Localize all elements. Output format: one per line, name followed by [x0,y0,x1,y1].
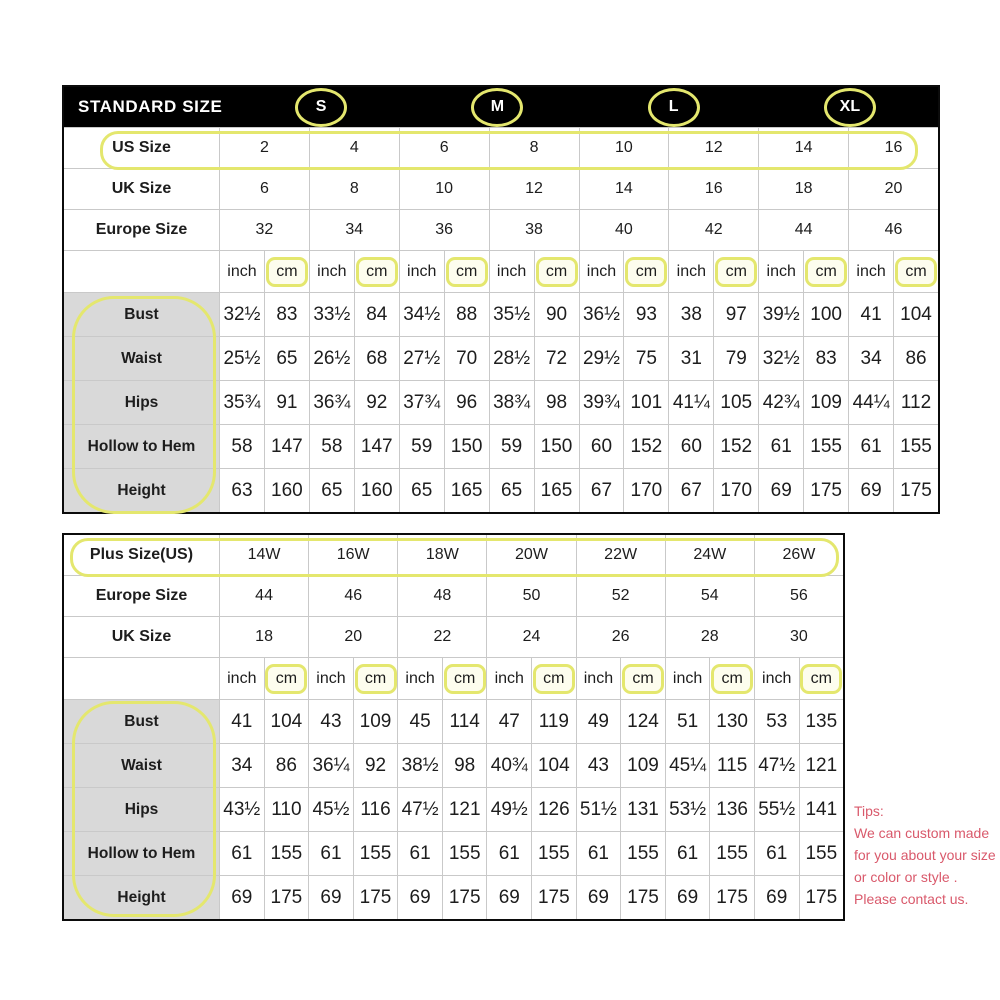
measure-value-cell: 59 [399,425,444,468]
size-value-cell: 10 [579,128,669,168]
size-group-cell [762,87,938,127]
tips-title: Tips: [854,803,884,819]
cm-highlight: cm [536,257,578,287]
measure-value-cell: 96 [444,381,489,424]
tips-line: for you about your size [854,847,996,863]
measure-value-cell: 79 [713,337,758,380]
size-value-cell: 20 [848,169,938,209]
unit-cm-cell [713,251,758,292]
cm-highlight: cm [446,257,488,287]
row-label: Europe Size [95,221,188,238]
measure-value-cell: 86 [893,337,938,380]
measure-value-cell: 131 [620,788,665,831]
row-label: UK Size [111,628,172,645]
unit-cm-cell [264,251,309,292]
measure-value-cell: 155 [353,832,398,875]
tips-note [854,800,996,910]
size-value-cell: 12 [489,169,579,209]
measure-row [64,831,843,875]
size-value-cell: 4 [309,128,399,168]
measure-value-cell: 61 [754,832,799,875]
measure-value-cell: 60 [668,425,713,468]
measure-value-cell: 175 [893,469,938,512]
size-group-highlight: S [295,88,347,127]
cm-highlight: cm [356,257,398,287]
measure-value-cell: 160 [354,469,399,512]
measure-value-cell: 175 [531,876,576,919]
cm-highlight: cm [265,664,307,694]
size-row [64,535,843,575]
measure-value-cell: 91 [264,381,309,424]
measure-value-cell: 41 [219,700,264,743]
size-value-cell: 18 [758,169,848,209]
size-value-cell: 18 [219,617,308,657]
measure-value-cell: 141 [799,788,844,831]
size-value-cell: 14W [219,535,308,575]
measure-value-cell: 155 [264,832,309,875]
measure-value-cell: 32½ [758,337,803,380]
measure-value-cell: 61 [486,832,531,875]
measure-value-cell: 34 [219,744,264,787]
unit-inch-cell: inch [399,251,444,292]
size-value-cell: 2 [219,128,309,168]
measure-value-cell: 155 [709,832,754,875]
size-value-cell: 8 [489,128,579,168]
unit-inch-cell: inch [576,658,621,699]
measure-value-cell: 175 [353,876,398,919]
measure-value-cell: 61 [219,832,264,875]
measure-label: Bust [64,700,219,743]
measure-value-cell: 61 [576,832,621,875]
measure-value-cell: 136 [709,788,754,831]
measure-value-cell: 25½ [219,337,264,380]
measure-value-cell: 104 [531,744,576,787]
cm-highlight: cm [711,664,753,694]
measure-value-cell: 29½ [579,337,624,380]
measure-value-cell: 104 [893,293,938,336]
measure-value-cell: 130 [709,700,754,743]
cm-highlight: cm [622,664,664,694]
measure-value-cell: 160 [264,469,309,512]
measure-row [64,380,938,424]
measure-value-cell: 47 [486,700,531,743]
size-value-cell: 50 [486,576,575,616]
measure-value-cell: 155 [620,832,665,875]
size-value-cell: 12 [668,128,758,168]
measure-value-cell: 114 [442,700,487,743]
unit-inch-cell: inch [754,658,799,699]
size-value-cell: 56 [754,576,843,616]
size-row [64,168,938,209]
size-value-cell: 16 [668,169,758,209]
measure-value-cell: 110 [264,788,309,831]
measure-value-cell: 69 [308,876,353,919]
measure-value-cell: 115 [709,744,754,787]
measure-label: Hollow to Hem [64,425,219,468]
size-value-cell: 36 [399,210,489,250]
unit-cm-cell [353,658,398,699]
unit-inch-cell: inch [309,251,354,292]
measure-row [64,336,938,380]
size-group-highlight: M [471,88,523,127]
measure-value-cell: 152 [623,425,668,468]
measure-value-cell: 36½ [579,293,624,336]
measure-value-cell: 69 [219,876,264,919]
measure-value-cell: 61 [665,832,710,875]
measure-label: Bust [64,293,219,336]
measure-value-cell: 155 [531,832,576,875]
measure-row [64,292,938,336]
unit-inch-cell: inch [219,658,264,699]
measure-value-cell: 175 [264,876,309,919]
measure-row [64,424,938,468]
standard-size-title: STANDARD SIZE [78,97,223,116]
cm-highlight: cm [266,257,308,287]
measure-value-cell: 83 [264,293,309,336]
measure-value-cell: 116 [353,788,398,831]
size-value-cell: 14 [758,128,848,168]
measure-value-cell: 121 [442,788,487,831]
row-label [64,251,219,292]
size-value-cell: 32 [219,210,309,250]
measure-value-cell: 42¾ [758,381,803,424]
measure-label: Height [64,876,219,919]
measure-label: Hips [64,788,219,831]
measure-value-cell: 75 [623,337,668,380]
unit-inch-cell: inch [579,251,624,292]
measure-value-cell: 155 [893,425,938,468]
measure-value-cell: 104 [264,700,309,743]
measure-value-cell: 63 [219,469,264,512]
measure-value-cell: 97 [713,293,758,336]
measure-value-cell: 61 [848,425,893,468]
measure-row [64,787,843,831]
size-value-cell: 24W [665,535,754,575]
size-group-cell [586,87,762,127]
measure-value-cell: 55½ [754,788,799,831]
measure-value-cell: 70 [444,337,489,380]
tips-line: or color or style . [854,869,958,885]
measure-value-cell: 41 [848,293,893,336]
unit-inch-cell: inch [308,658,353,699]
measure-row [64,699,843,743]
cm-highlight: cm [355,664,397,694]
size-row [64,616,843,657]
measure-value-cell: 28½ [489,337,534,380]
cm-highlight: cm [805,257,847,287]
measure-value-cell: 175 [799,876,844,919]
measure-label: Waist [64,744,219,787]
measure-value-cell: 58 [309,425,354,468]
unit-cm-cell [354,251,399,292]
size-value-cell: 40 [579,210,669,250]
plus-size-rows [64,535,843,919]
measure-value-cell: 59 [489,425,534,468]
unit-row [64,657,843,699]
measure-value-cell: 155 [442,832,487,875]
measure-value-cell: 33½ [309,293,354,336]
measure-value-cell: 69 [665,876,710,919]
size-value-cell: 38 [489,210,579,250]
measure-value-cell: 68 [354,337,399,380]
measure-value-cell: 40¾ [486,744,531,787]
measure-value-cell: 49 [576,700,621,743]
size-value-cell: 52 [576,576,665,616]
measure-value-cell: 109 [803,381,848,424]
measure-value-cell: 170 [713,469,758,512]
measure-value-cell: 38¾ [489,381,534,424]
unit-cm-cell [620,658,665,699]
size-row [64,127,938,168]
measure-value-cell: 34 [848,337,893,380]
measure-value-cell: 31 [668,337,713,380]
measure-value-cell: 38 [668,293,713,336]
unit-inch-cell: inch [668,251,713,292]
unit-cm-cell [264,658,309,699]
unit-inch-cell: inch [486,658,531,699]
measure-value-cell: 60 [579,425,624,468]
measure-value-cell: 93 [623,293,668,336]
row-label: Europe Size [95,587,188,604]
measure-value-cell: 83 [803,337,848,380]
measure-value-cell: 126 [531,788,576,831]
measure-value-cell: 51½ [576,788,621,831]
unit-inch-cell: inch [665,658,710,699]
cm-highlight: cm [444,664,486,694]
size-value-cell: 8 [309,169,399,209]
measure-value-cell: 36¾ [309,381,354,424]
measure-value-cell: 69 [848,469,893,512]
size-value-cell: 6 [399,128,489,168]
measure-value-cell: 165 [444,469,489,512]
measure-value-cell: 65 [309,469,354,512]
unit-inch-cell: inch [219,251,264,292]
measure-value-cell: 47½ [397,788,442,831]
size-value-cell: 10 [399,169,489,209]
measure-value-cell: 43 [308,700,353,743]
measure-value-cell: 98 [534,381,579,424]
measure-value-cell: 175 [620,876,665,919]
measure-value-cell: 41¼ [668,381,713,424]
unit-cm-cell [623,251,668,292]
measure-value-cell: 119 [531,700,576,743]
cm-highlight: cm [895,257,937,287]
size-row [64,209,938,250]
measure-value-cell: 69 [576,876,621,919]
measure-value-cell: 47½ [754,744,799,787]
measure-value-cell: 92 [353,744,398,787]
measure-value-cell: 58 [219,425,264,468]
measure-value-cell: 35½ [489,293,534,336]
measure-value-cell: 61 [397,832,442,875]
measure-value-cell: 53½ [665,788,710,831]
measure-value-cell: 112 [893,381,938,424]
size-value-cell: 54 [665,576,754,616]
measure-value-cell: 155 [799,832,844,875]
measure-value-cell: 67 [668,469,713,512]
unit-inch-cell: inch [758,251,803,292]
size-value-cell: 42 [668,210,758,250]
size-value-cell: 34 [309,210,399,250]
measure-value-cell: 27½ [399,337,444,380]
measure-value-cell: 84 [354,293,399,336]
measure-value-cell: 45 [397,700,442,743]
size-value-cell: 30 [754,617,843,657]
cm-highlight: cm [715,257,757,287]
measure-value-cell: 72 [534,337,579,380]
standard-size-rows [64,87,938,512]
measure-row [64,875,843,919]
measure-value-cell: 135 [799,700,844,743]
measure-value-cell: 88 [444,293,489,336]
tips-line: We can custom made [854,825,990,841]
measure-value-cell: 45¼ [665,744,710,787]
size-value-cell: 26 [576,617,665,657]
measure-value-cell: 101 [623,381,668,424]
size-group-highlight: L [648,88,700,127]
measure-value-cell: 155 [803,425,848,468]
measure-value-cell: 43½ [219,788,264,831]
measure-value-cell: 26½ [309,337,354,380]
unit-cm-cell [442,658,487,699]
measure-value-cell: 150 [444,425,489,468]
unit-cm-cell [799,658,844,699]
size-value-cell: 14 [579,169,669,209]
measure-value-cell: 36¼ [308,744,353,787]
size-group-cell [233,87,409,127]
measure-value-cell: 152 [713,425,758,468]
size-value-cell: 20 [308,617,397,657]
measure-value-cell: 69 [758,469,803,512]
size-value-cell: 22W [576,535,665,575]
size-value-cell: 16 [848,128,938,168]
size-value-cell: 6 [219,169,309,209]
measure-label: Hips [64,381,219,424]
measure-value-cell: 121 [799,744,844,787]
measure-value-cell: 175 [442,876,487,919]
cm-highlight: cm [800,664,842,694]
measure-value-cell: 150 [534,425,579,468]
measure-value-cell: 45½ [308,788,353,831]
size-value-cell: 44 [219,576,308,616]
cm-highlight: cm [533,664,575,694]
measure-value-cell: 69 [754,876,799,919]
measure-value-cell: 61 [308,832,353,875]
measure-value-cell: 175 [709,876,754,919]
measure-value-cell: 147 [264,425,309,468]
measure-value-cell: 34½ [399,293,444,336]
unit-row [64,250,938,292]
measure-value-cell: 69 [397,876,442,919]
measure-value-cell: 53 [754,700,799,743]
unit-cm-cell [534,251,579,292]
row-label [64,658,219,699]
measure-value-cell: 37¾ [399,381,444,424]
measure-value-cell: 69 [486,876,531,919]
size-value-cell: 22 [397,617,486,657]
measure-value-cell: 39½ [758,293,803,336]
cm-highlight: cm [625,257,667,287]
measure-value-cell: 49½ [486,788,531,831]
measure-value-cell: 35¾ [219,381,264,424]
measure-value-cell: 90 [534,293,579,336]
measure-value-cell: 147 [354,425,399,468]
measure-value-cell: 51 [665,700,710,743]
measure-label: Waist [64,337,219,380]
unit-cm-cell [444,251,489,292]
unit-inch-cell: inch [489,251,534,292]
size-value-cell: 28 [665,617,754,657]
measure-value-cell: 170 [623,469,668,512]
size-value-cell: 46 [308,576,397,616]
measure-value-cell: 44¼ [848,381,893,424]
row-label: US Size [112,139,171,156]
size-value-cell: 24 [486,617,575,657]
unit-inch-cell: inch [397,658,442,699]
standard-size-table [62,85,940,514]
unit-inch-cell: inch [848,251,893,292]
unit-cm-cell [893,251,938,292]
measure-label: Height [64,469,219,512]
size-group-highlight: XL [824,88,876,127]
plus-size-table [62,533,845,921]
size-value-cell: 44 [758,210,848,250]
measure-value-cell: 175 [803,469,848,512]
measure-value-cell: 67 [579,469,624,512]
tips-line: Please contact us. [854,891,969,907]
measure-value-cell: 100 [803,293,848,336]
measure-value-cell: 61 [758,425,803,468]
measure-value-cell: 109 [353,700,398,743]
size-group-cell [409,87,585,127]
unit-cm-cell [709,658,754,699]
measure-value-cell: 98 [442,744,487,787]
unit-cm-cell [803,251,848,292]
measure-row [64,468,938,512]
measure-value-cell: 65 [489,469,534,512]
measure-value-cell: 43 [576,744,621,787]
measure-value-cell: 86 [264,744,309,787]
size-row [64,575,843,616]
measure-value-cell: 65 [399,469,444,512]
measure-value-cell: 38½ [397,744,442,787]
measure-label: Hollow to Hem [64,832,219,875]
row-label: UK Size [111,180,172,197]
measure-value-cell: 109 [620,744,665,787]
size-value-cell: 18W [397,535,486,575]
measure-value-cell: 65 [264,337,309,380]
measure-value-cell: 39¾ [579,381,624,424]
measure-value-cell: 92 [354,381,399,424]
standard-size-header [64,87,938,127]
measure-row [64,743,843,787]
measure-value-cell: 32½ [219,293,264,336]
size-value-cell: 16W [308,535,397,575]
row-label: Plus Size(US) [89,546,194,563]
size-value-cell: 26W [754,535,843,575]
measure-value-cell: 124 [620,700,665,743]
measure-value-cell: 165 [534,469,579,512]
unit-cm-cell [531,658,576,699]
size-value-cell: 20W [486,535,575,575]
size-value-cell: 46 [848,210,938,250]
size-value-cell: 48 [397,576,486,616]
measure-value-cell: 105 [713,381,758,424]
